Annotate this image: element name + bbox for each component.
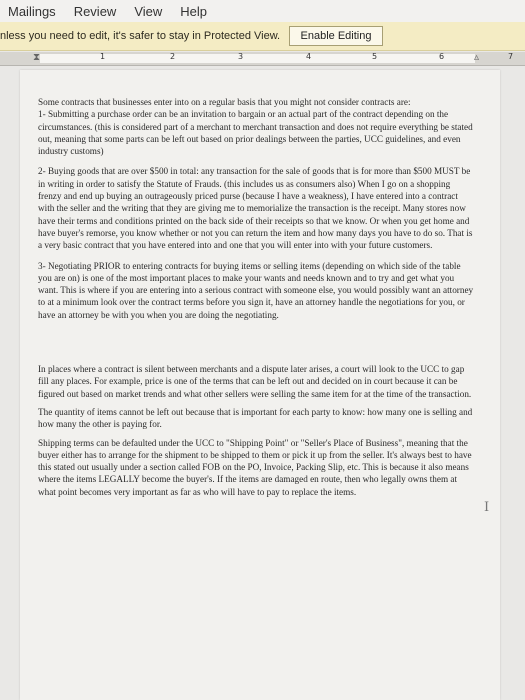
paragraph-shipping: Shipping terms can be defaulted under the UCC to "Shipping Point" or "Seller's Place of Business", meaning that the buyer either has to arrange for the shipment to be shipped to them or pick it up from the seller. It's always best to have this stated out usually under a section called FOB on the PO, Invoice, Packing Slip, etc. This is because it also means where the items LEGALLY become the buyer's. If the items are damaged en route, then who legally owns them at what point becomes very important as far as who will have to pay to replace the items.	[38, 437, 472, 497]
ruler-text-area	[40, 54, 475, 63]
menu-item-help[interactable]: Help	[180, 3, 208, 19]
ruler-number: 4	[306, 52, 312, 61]
paragraph-quantity: The quantity of items cannot be left out because that is important for each party to know: how many one is selling and how many the other is paying for.	[38, 406, 473, 430]
enable-editing-button[interactable]: Enable Editing	[289, 26, 383, 46]
text-cursor-icon: I	[484, 500, 490, 515]
paragraph-gap-fill: In places where a contract is silent between merchants and a dispute later arises, a court will look to the UCC to gap fill any places. For example, price is one of the terms that can be left out and decided on in court because it can be figured out based on market trends and what other sellers were selling the same item for at the time of the transaction.	[38, 364, 472, 399]
menu-bar	[0, 0, 525, 22]
paragraph-purchase-order: 1- Submitting a purchase order can be an invitation to bargain or an actual part of the contract depending on the circumstances. (this is considered part of a merchant to merchant transaction and does not require everything be stated out, meaning that some parts can be left out based on prior dealings between the parties, UCC guidelines, and even industry customs)	[38, 109, 473, 157]
ruler-number: 7	[508, 52, 514, 61]
horizontal-ruler[interactable]	[0, 52, 525, 66]
ruler-number: 5	[372, 52, 378, 61]
paragraph-intro: Some contracts that businesses enter into on a regular basis that you might not consider contracts are:	[38, 97, 411, 107]
menu-item-view[interactable]: View	[134, 3, 163, 19]
protected-view-message: nless you need to edit, it's safer to stay in Protected View.	[0, 30, 281, 42]
document-body	[38, 96, 474, 498]
menu-item-mailings[interactable]: Mailings	[8, 3, 56, 19]
ruler-number: 1	[100, 52, 106, 61]
paragraph-negotiating: 3- Negotiating PRIOR to entering contracts for buying items or selling items (depending on which side of the table you are on) is one of the most important places to make your wants and needs known and to try and get what you want. This is where if you are entering into a serious contract with someone else, you would possibly want an attorney to at a minimum look over the contract terms before you sign it, have an attorney handle the negotiations for you, or have an attorney be with you when you are doing the negotiating.	[38, 260, 474, 320]
menu-item-review[interactable]: Review	[73, 3, 117, 19]
ruler-number: 6	[439, 52, 445, 61]
ruler-number: 2	[170, 52, 176, 61]
ruler-number: 3	[238, 52, 244, 61]
right-indent-marker-icon[interactable]: ▵	[474, 52, 480, 63]
protected-view-bar	[0, 22, 525, 51]
left-indent-marker-icon[interactable]: ⧗	[33, 52, 41, 63]
paragraph-goods-over-500: 2- Buying goods that are over $500 in total: any transaction for the sale of goods that is for more than $500 MUST be in writing in order to satisfy the Statute of Frauds. (this includes us as consumers also) When I go on a shopping frenzy and end up buying an outrageously priced purse (because I have a weakness), I have entered into a contract with the seller and the writing that they are giving me to memorialize the transaction is the receipt. Many stores now have their terms and conditions printed on the back side of their receipts so that we know. Or when you get home and have buyer's remorse, you know whether or not you can return the item and how many days you have to do so. That is a very basic contract that you have entered into and one that you will enter into with your future customers.	[38, 166, 473, 251]
